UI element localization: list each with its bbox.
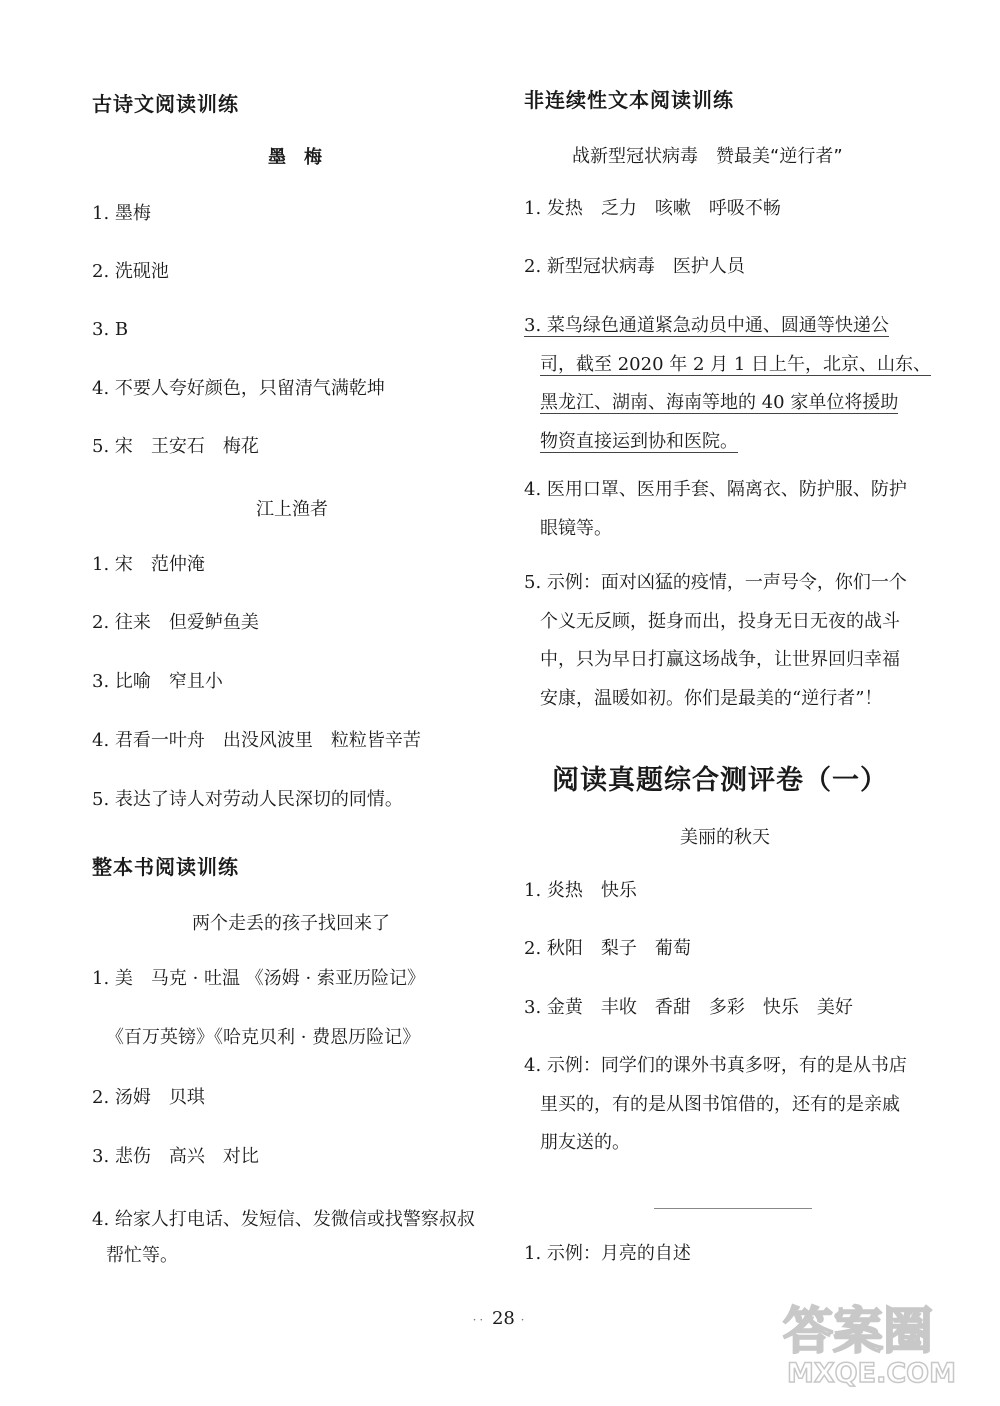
test-heading: 阅读真题综合测评卷（一） [552,765,888,796]
article-title: 战新型冠状病毒 赞最美“逆行者” [572,146,843,167]
answer-line: 4. 不要人夸好颜色，只留清气满乾坤 [92,378,385,399]
answer-line: 2. 新型冠状病毒 医护人员 [524,256,745,277]
answer-line-continued: 中，只为早日打赢这场战争，让世界回归幸福 [540,649,900,670]
answer-line: 4. 君看一叶舟 出没风波里 粒粒皆辛苦 [92,730,421,751]
answer-line-continued: 个义无反顾，挺身而出，投身无日无夜的战斗 [540,610,900,632]
answer-line: 3. 比喻 窄且小 [92,671,223,692]
answer-3-underlined [524,307,931,461]
answer-line: 5. 宋 王安石 梅花 [92,436,259,457]
answer-line-continued: 安康，温暖如初。你们是最美的“逆行者”！ [540,687,883,709]
answer-line: 5. 表达了诗人对劳动人民深切的同情。 [92,789,403,810]
watermark-url: MXQE.COM [787,1358,956,1388]
answer-line: 3. 悲伤 高兴 对比 [92,1146,259,1167]
watermark-logo [777,1288,972,1388]
test-article-title: 美丽的秋天 [680,827,770,848]
section-heading-non-continuous-text: 非连续性文本阅读训练 [524,88,734,112]
answer-line: 4. 示例：同学们的课外书真多呀，有的是从书店 [524,1055,907,1076]
answer-line: 2. 秋阳 梨子 葡萄 [524,938,691,959]
answer-line: 4. 医用口罩、医用手套、隔离衣、防护服、防护 [524,479,907,500]
answer-line-continued: 朋友送的。 [540,1132,630,1153]
answer-line: 1. 墨梅 [92,203,151,224]
underlined-line: 黑龙江、湖南、海南等地的 40 家单位将援助 [540,392,899,413]
book-title: 两个走丢的孩子找回来了 [192,913,390,934]
answer-5 [524,564,907,718]
answer-4 [524,471,907,548]
answer-line: 2. 洗砚池 [92,261,169,282]
underlined-line: 司，截至 2020 年 2 月 1 日上午，北京、山东、 [540,353,932,375]
answer-line: 2. 往来 但爱鲈鱼美 [92,612,259,633]
answer-line-continued: 眼镜等。 [540,517,612,539]
watermark-logo-text: 答案圈 [783,1302,933,1360]
answer-line: 5. 示例：面对凶猛的疫情，一声号令，你们一个 [524,572,907,593]
section-divider [654,1208,812,1209]
answer-line: 3. B [92,319,129,340]
poem-title-mo-mei: 墨 梅 [268,147,322,168]
underlined-line: 3. 菜鸟绿色通道紧急动员中通、圆通等快递公 [524,315,889,336]
answer-line-continued: 里买的，有的是从图书馆借的，还有的是亲戚 [540,1093,900,1115]
section-heading-classical-poetry: 古诗文阅读训练 [92,92,239,116]
answer-line-continued: 帮忙等。 [106,1245,178,1266]
answer-line: 1. 发热 乏力 咳嗽 呼吸不畅 [524,198,781,219]
answer-line: 1. 宋 范仲淹 [92,554,205,575]
answer-line: 4. 给家人打电话、发短信、发微信或找警察叔叔 [92,1209,475,1230]
answer-line: 3. 金黄 丰收 香甜 多彩 快乐 美好 [524,997,853,1018]
answer-line: 2. 汤姆 贝琪 [92,1087,205,1108]
answer-line: 1. 炎热 快乐 [524,880,637,901]
page-dots-right: · [520,1313,528,1327]
answer-line: 1. 示例：月亮的自述 [524,1243,691,1264]
answer-line-continued: 《百万英镑》《哈克贝利 · 费恩历险记》 [106,1027,421,1048]
answer-4-test [524,1047,907,1163]
underlined-line: 物资直接运到协和医院。 [540,430,738,452]
section-heading-whole-book: 整本书阅读训练 [92,855,239,879]
page-dots-left: ·· [472,1313,487,1327]
poem-title-jiang-shang-yu-zhe: 江上渔者 [256,499,328,520]
answer-line: 1. 美 马克 · 吐温 《汤姆 · 索亚历险记》 [92,968,425,989]
page-number: 28 [491,1308,515,1329]
